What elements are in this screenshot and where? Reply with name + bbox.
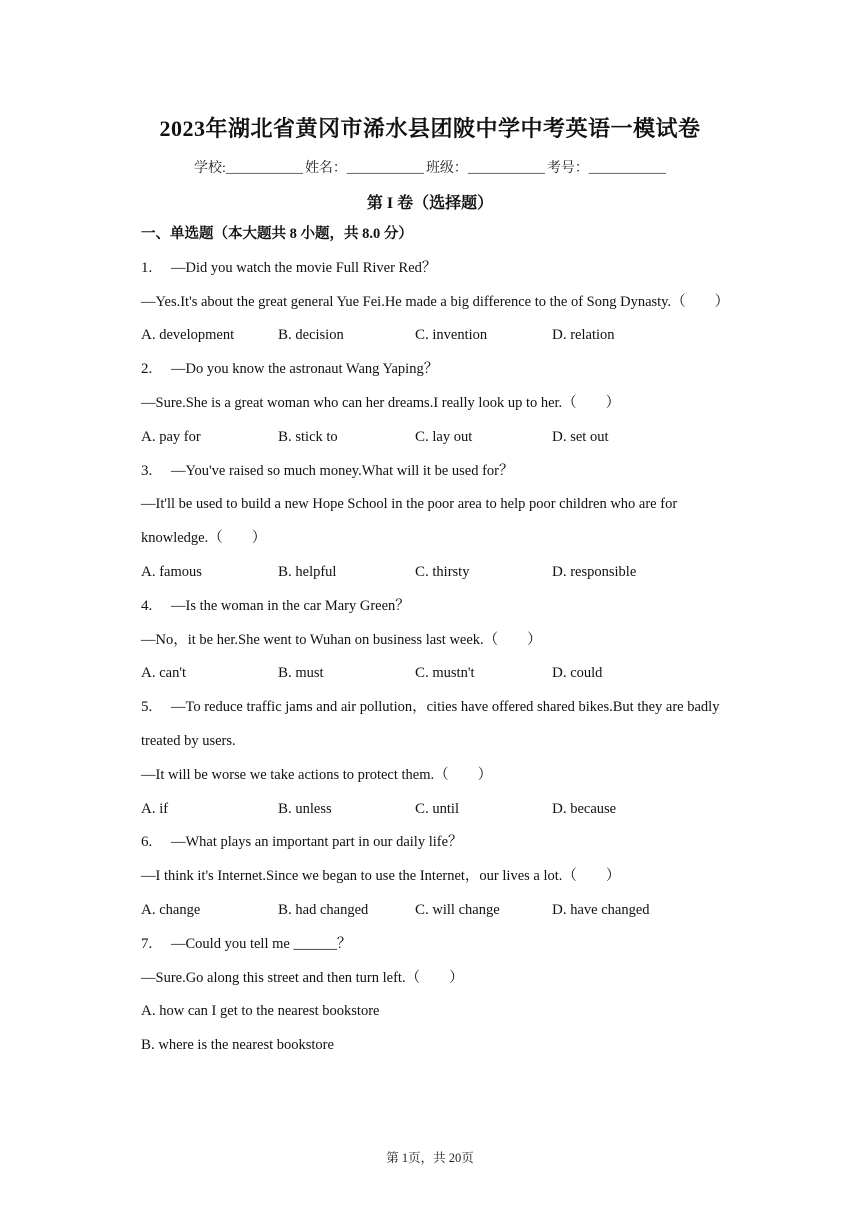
question-text-line: treated by users. bbox=[141, 732, 236, 749]
option-text: have changed bbox=[570, 901, 650, 918]
options-row bbox=[141, 661, 761, 695]
option-letter: A. bbox=[141, 800, 156, 817]
question-number: 2. bbox=[141, 361, 153, 378]
option-letter: B. bbox=[278, 428, 292, 445]
option-letter: D. bbox=[552, 563, 567, 580]
option-letter: A. bbox=[141, 901, 156, 918]
option-text: because bbox=[570, 800, 617, 817]
option-letter: C. bbox=[415, 428, 429, 445]
option-letter: D. bbox=[552, 800, 567, 817]
option-text: unless bbox=[295, 800, 332, 817]
question-number: 7. bbox=[141, 935, 153, 952]
answer-option[interactable] bbox=[278, 898, 415, 932]
option-letter: D. bbox=[552, 327, 567, 344]
question-stem-text: —To reduce traffic jams and air pollution，cities have offered shared bikes.But they are badly bbox=[171, 699, 720, 716]
answer-option[interactable] bbox=[552, 661, 689, 695]
student-info-line bbox=[0, 157, 860, 177]
option-letter: D. bbox=[552, 665, 567, 682]
option-text: stick to bbox=[295, 428, 338, 445]
option-text: change bbox=[159, 901, 201, 918]
question-stem-text: —Could you tell me ______？ bbox=[171, 935, 352, 952]
option-letter: B. bbox=[278, 800, 292, 817]
option-text: responsible bbox=[570, 563, 637, 580]
option-text: mustn't bbox=[432, 665, 475, 682]
answer-option[interactable] bbox=[141, 323, 278, 357]
option-text: lay out bbox=[432, 428, 473, 445]
options-row bbox=[141, 323, 761, 357]
option-letter: A. bbox=[141, 428, 156, 445]
option-text: until bbox=[432, 800, 459, 817]
option-letter: B. bbox=[278, 901, 292, 918]
question-text-line: —Sure.Go along this street and then turn left.（ ） bbox=[141, 969, 464, 986]
answer-option[interactable] bbox=[278, 661, 415, 695]
option-letter: A. bbox=[141, 563, 156, 580]
answer-option[interactable] bbox=[415, 560, 552, 594]
option-letter: C. bbox=[415, 665, 429, 682]
question-list bbox=[141, 222, 761, 1067]
answer-option[interactable] bbox=[141, 560, 278, 594]
question-number: 6. bbox=[141, 834, 153, 851]
answer-option[interactable] bbox=[141, 898, 278, 932]
options-row bbox=[141, 898, 761, 932]
options-row bbox=[141, 425, 761, 459]
question-number: 5. bbox=[141, 699, 153, 716]
question-stem bbox=[141, 357, 761, 391]
answer-option[interactable] bbox=[141, 999, 761, 1033]
question-stem bbox=[141, 830, 761, 864]
option-text: helpful bbox=[295, 563, 337, 580]
question-text-line: —No，it be her.She went to Wuhan on business last week.（ ） bbox=[141, 631, 542, 648]
answer-option[interactable] bbox=[415, 898, 552, 932]
question-number: 3. bbox=[141, 462, 153, 479]
question-stem-text: —Did you watch the movie Full River Red？ bbox=[171, 259, 437, 276]
number-field[interactable]: 考号：___________ bbox=[546, 161, 666, 176]
answer-option[interactable] bbox=[415, 425, 552, 459]
question-stem-text: —Do you know the astronaut Wang Yaping？ bbox=[171, 361, 439, 378]
question-stem bbox=[141, 695, 761, 729]
answer-option[interactable] bbox=[141, 797, 278, 831]
option-text: if bbox=[159, 800, 169, 817]
option-letter: B. bbox=[278, 327, 292, 344]
option-letter: C. bbox=[415, 800, 429, 817]
name-field[interactable]: 姓名：___________ bbox=[304, 161, 424, 176]
answer-option[interactable] bbox=[552, 425, 689, 459]
option-letter: C. bbox=[415, 327, 429, 344]
question-stem bbox=[141, 594, 761, 628]
option-text: will change bbox=[432, 901, 500, 918]
questions-container bbox=[141, 256, 761, 1067]
option-text: can't bbox=[159, 665, 186, 682]
answer-option[interactable] bbox=[415, 797, 552, 831]
question-stem bbox=[141, 932, 761, 966]
option-text: decision bbox=[295, 327, 344, 344]
option-letter: B. bbox=[278, 563, 292, 580]
school-field[interactable]: 学校:___________ bbox=[194, 161, 303, 176]
question-stem-text: —Is the woman in the car Mary Green？ bbox=[171, 597, 410, 614]
question-number: 1. bbox=[141, 259, 153, 276]
option-letter: C. bbox=[415, 563, 429, 580]
answer-option[interactable] bbox=[552, 323, 689, 357]
section-heading: 一、单选题（本大题共 8 小题，共 8.0 分） bbox=[141, 226, 413, 242]
page-footer: 第 1页，共 20页 bbox=[386, 1151, 474, 1165]
options-row bbox=[141, 560, 761, 594]
answer-option[interactable] bbox=[415, 323, 552, 357]
option-text: how can I get to the nearest bookstore bbox=[159, 1003, 380, 1020]
option-letter: B. bbox=[141, 1037, 155, 1054]
option-text: relation bbox=[570, 327, 615, 344]
option-text: could bbox=[570, 665, 603, 682]
answer-option[interactable] bbox=[415, 661, 552, 695]
option-letter: D. bbox=[552, 901, 567, 918]
answer-option[interactable] bbox=[278, 797, 415, 831]
question-stem-text: —What plays an important part in our daily life？ bbox=[171, 834, 463, 851]
option-letter: D. bbox=[552, 428, 567, 445]
question-text-line: —Yes.It's about the great general Yue Fei.He made a big difference to the of Song Dynasty.（ ） bbox=[141, 293, 730, 310]
question-number: 4. bbox=[141, 597, 153, 614]
option-text: set out bbox=[570, 428, 609, 445]
option-text: development bbox=[159, 327, 235, 344]
answer-option[interactable] bbox=[278, 323, 415, 357]
answer-option[interactable] bbox=[278, 560, 415, 594]
option-text: must bbox=[295, 665, 324, 682]
option-letter: A. bbox=[141, 665, 156, 682]
answer-option[interactable] bbox=[552, 797, 689, 831]
question-text-line: —Sure.She is a great woman who can her dreams.I really look up to her.（ ） bbox=[141, 394, 621, 411]
question-text-line: knowledge.（ ） bbox=[141, 530, 267, 547]
question-stem bbox=[141, 459, 761, 493]
answer-option[interactable] bbox=[141, 425, 278, 459]
option-text: invention bbox=[432, 327, 488, 344]
volume-heading: 第 I 卷（选择题） bbox=[366, 195, 494, 212]
option-text: had changed bbox=[295, 901, 369, 918]
answer-option[interactable] bbox=[141, 1033, 761, 1067]
answer-option[interactable] bbox=[141, 661, 278, 695]
class-field[interactable]: 班级：___________ bbox=[425, 161, 545, 176]
question-text-line: —It will be worse we take actions to protect them.（ ） bbox=[141, 766, 493, 783]
option-letter: C. bbox=[415, 901, 429, 918]
answer-option[interactable] bbox=[552, 898, 689, 932]
option-letter: A. bbox=[141, 1003, 156, 1020]
option-text: thirsty bbox=[432, 563, 470, 580]
question-stem bbox=[141, 256, 761, 290]
option-text: pay for bbox=[159, 428, 201, 445]
option-text: famous bbox=[159, 563, 202, 580]
exam-title: 2023年湖北省黄冈市浠水县团陂中学中考英语一模试卷 bbox=[159, 116, 701, 141]
options-row bbox=[141, 797, 761, 831]
answer-option[interactable] bbox=[278, 425, 415, 459]
question-text-line: —It'll be used to build a new Hope School in the poor area to help poor children who are for bbox=[141, 496, 678, 513]
answer-option[interactable] bbox=[552, 560, 689, 594]
option-letter: B. bbox=[278, 665, 292, 682]
question-stem-text: —You've raised so much money.What will it be used for？ bbox=[171, 462, 514, 479]
option-letter: A. bbox=[141, 327, 156, 344]
option-text: where is the nearest bookstore bbox=[158, 1037, 334, 1054]
question-text-line: —I think it's Internet.Since we began to use the Internet，our lives a lot.（ ） bbox=[141, 868, 621, 885]
